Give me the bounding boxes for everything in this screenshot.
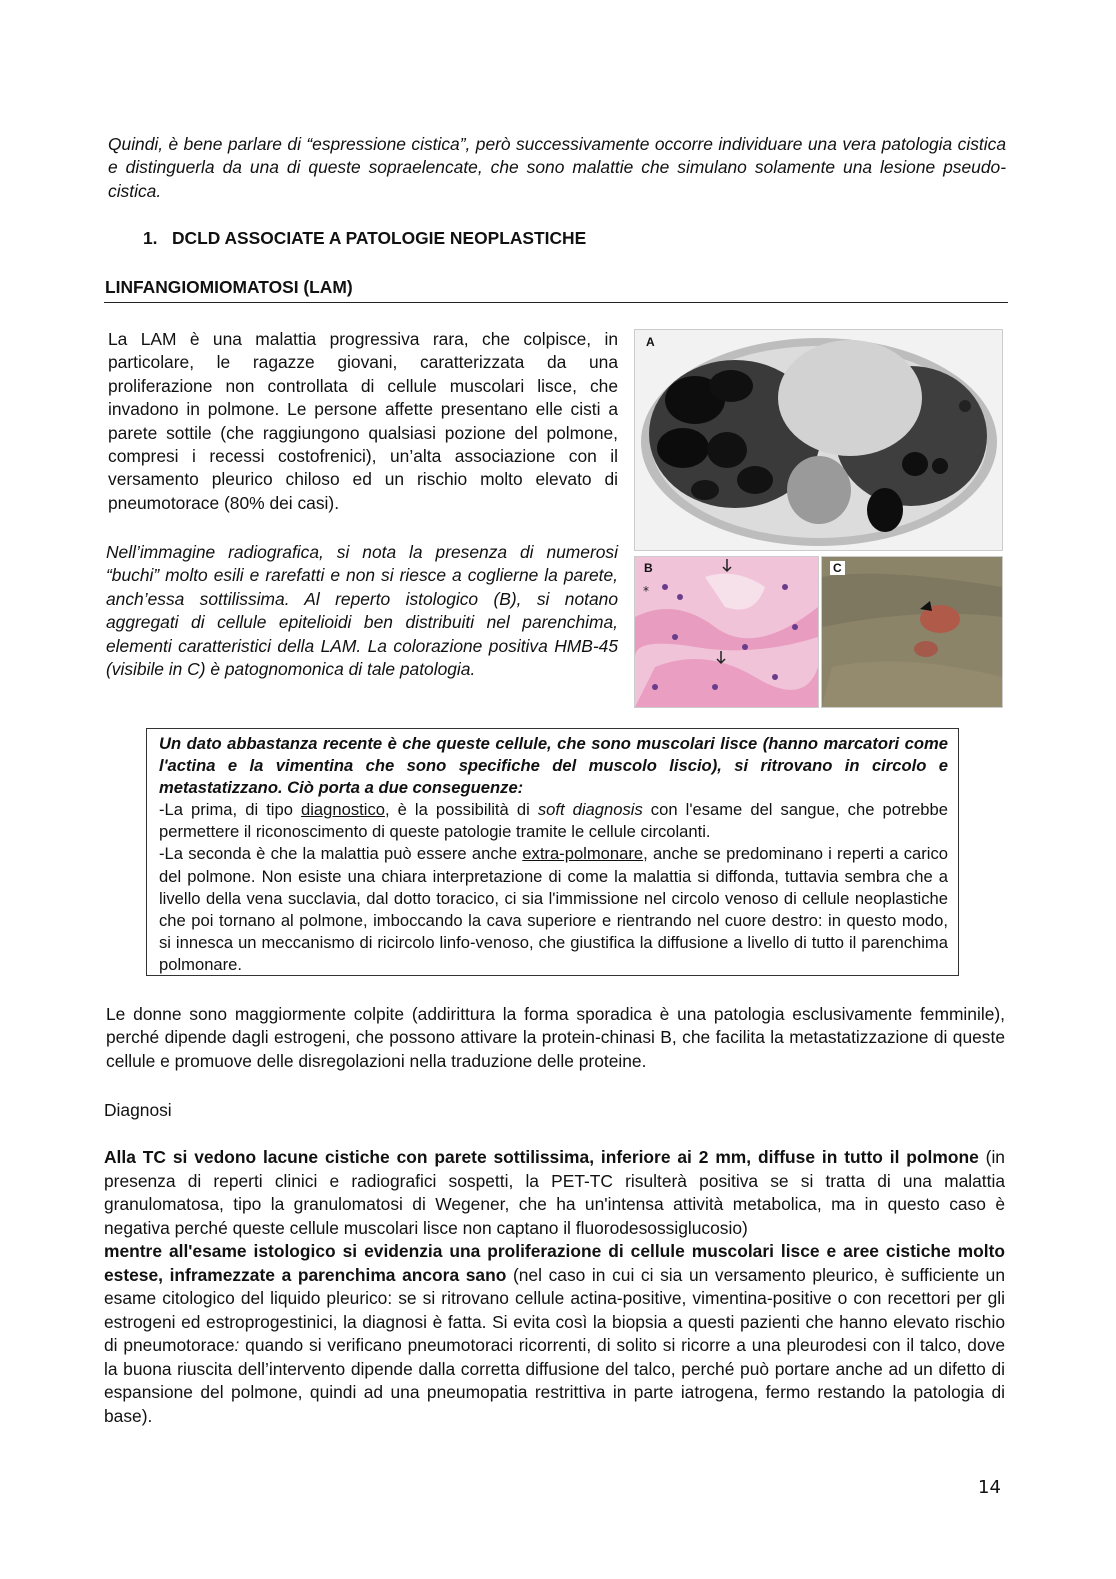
box-second-consequence: -La seconda è che la malattia può essere anche extra-polmonare, anche se predominano i reperti a carico del polmone. Non esiste una chiara interpretazione di come la malattia si diffonda, tuttavia sembra che a livello della vena succlavia, dal dotto toracico, ci sia l'immissione nel circolo venoso di cellule neoplastiche che poi tornano al polmone, imboccando la cava superiore e rientrando nel cuore destro: in questo modo, si innesca un meccanismo di ricircolo linfo-venoso, che giustifica la diffusione a livello di tutto il parenchima polmonare. (159, 844, 948, 974)
highlight-box (146, 728, 959, 976)
figure-label-a: A (646, 335, 655, 349)
intro-paragraph: Quindi, è bene parlare di “espressione cistica”, però successivamente occorre individuare una vera patologia cistica e distinguerla da una di queste sopraelencate, che sono malattie che simulano solamente una lesione pseudo-cistica. (108, 134, 1006, 201)
lam-description-paragraph: La LAM è una malattia progressiva rara, che colpisce, in particolare, le ragazze giovani, caratterizzata da una proliferazione non controllata di cellule muscolari lisce, che invadono in polmone. Le persone affette presentano elle cisti a parete sottile (che raggiungono qualsiasi pozione del polmone, compresi i recessi costofrenici), un’alta associazione con il versamento pleurico chiloso ed un rischio molto elevato di pneumotorace (80% dei casi). (108, 329, 618, 513)
diagnosis-body (104, 1146, 1005, 1428)
histology-figure (634, 556, 819, 708)
box-first-consequence: -La prima, di tipo diagnostico, è la possibilità di soft diagnosis con l'esame del sangue, che potrebbe permettere il riconoscimento di queste patologie tramite le cellule circolanti. (159, 800, 948, 842)
heading-rule (104, 302, 1008, 303)
page-number: 14 (978, 1477, 1001, 1498)
figure-label-c: C (830, 561, 845, 575)
subsection-heading: LINFANGIOMIOMATOSI (LAM) (105, 277, 353, 297)
immunostain-figure (821, 556, 1003, 708)
image-caption-paragraph: Nell’immagine radiografica, si nota la presenza di numerosi “buchi” molto esili e rarefatti e non si riesce a coglierne la parete, anch’essa sottilissima. Al reperto istologico (B), si notano aggregati di cellule epitelioidi ben distribuiti nel parenchima, elementi caratteristici della LAM. La colorazione positiva HMB-45 (visibile in C) è patognomonica di tale patologia. (106, 542, 618, 680)
extra-polmonare-text: extra-polmonare (522, 844, 644, 864)
immunostain-image (822, 557, 1002, 707)
diagnosis-tc-bold: Alla TC si vedono lacune cistiche con parete sottilissima, inferiore ai 2 mm, diffuse in tutto il polmone (104, 1147, 979, 1167)
section-heading: 1. DCLD ASSOCIATE A PATOLOGIE NEOPLASTICHE (143, 228, 587, 248)
histology-image (635, 557, 818, 707)
ct-scan-figure (634, 329, 1003, 551)
diagnosis-heading: Diagnosi (104, 1100, 172, 1120)
figure-label-b: B (644, 561, 653, 575)
diagnosis-histology-bold: mentre all'esame istologico si evidenzia una proliferazione di cellule muscolari lisce e aree cistiche molto estese, inframezzate a parenchima ancora sano (104, 1241, 1005, 1285)
soft-diagnosis-term: soft diagnosis (537, 800, 643, 820)
box-lead-paragraph: Un dato abbastanza recente è che queste cellule, che sono muscolari lisce (hanno marcatori come l'actina e la vimentina che sono specifiche del muscolo liscio), si ritrovano in circolo e metastatizzano. Ciò porta a due conseguenze: (159, 734, 948, 798)
diagnostico-link-text: diagnostico (301, 800, 385, 820)
diagnosis-histology-paragraph: mentre all'esame istologico si evidenzia una proliferazione di cellule muscolari lisce e aree cistiche molto estese, inframezzate a parenchima ancora sano (nel caso in cui ci sia un versamento pleurico, è sufficiente un esame citologico del liquido pleurico: se si ritrovano cellule actina-positive, vimentina-positive o con recettori per gli estrogeni ed estroprogestinici, la diagnosi è fatta. Si evita così la biopsia a questi pazienti che hanno elevato rischio di pneumotorace: quando si verificano pneumotoraci ricorrenti, di solito si ricorre a una pleurodesi con il talco, dove la buona riuscita dell’intervento dipende dalla corretta diffusione del talco, perché può portare anche ad un difetto di espansione del polmone, quindi ad una pneumopatia restrittiva in parte iatrogena, fermo restando la patologia di base). (104, 1241, 1006, 1426)
svg-text:*: * (643, 584, 649, 598)
women-paragraph: Le donne sono maggiormente colpite (addirittura la forma sporadica è una patologia esclusivamente femminile), perché dipende dagli estrogeni, che possono attivare la protein-chinasi B, che facilita la metastatizzazione di queste cellule e promuove delle disregolazioni nella traduzione delle proteine. (106, 1004, 1005, 1071)
diagnosis-tc-paragraph: Alla TC si vedono lacune cistiche con parete sottilissima, inferiore ai 2 mm, diffuse in tutto il polmone (in presenza di reperti clinici e radiografici sospetti, la PET-TC risulterà positiva se si tratta di una malattia granulomatosa, tipo la granulomatosi di Wegener, che ha un'intensa attività metabolica, ma in questo caso è negativa perché queste cellule muscolari lisce non captano il fluorodesossiglucosio) (104, 1147, 1005, 1238)
ct-scan-image (635, 330, 1002, 550)
